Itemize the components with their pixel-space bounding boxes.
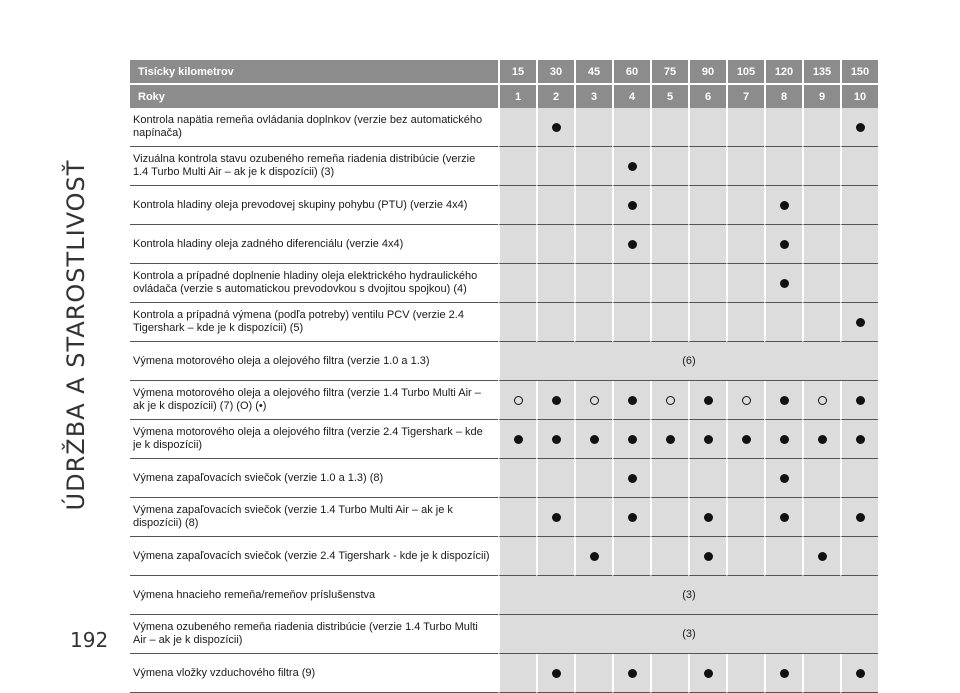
filled-dot-icon	[780, 513, 789, 522]
schedule-cell	[612, 654, 650, 693]
row-label: Výmena zapaľovacích sviečok (verzie 2.4 Tigershark - kde je k dispozícii)	[130, 537, 498, 576]
filled-dot-icon	[590, 435, 599, 444]
schedule-cell	[650, 147, 688, 186]
schedule-cell	[726, 381, 764, 420]
schedule-cell	[840, 420, 878, 459]
schedule-cell	[574, 498, 612, 537]
filled-dot-icon	[628, 435, 637, 444]
schedule-cell	[612, 537, 650, 576]
filled-dot-icon	[628, 240, 637, 249]
header-km-value: 30	[536, 60, 574, 85]
table-row	[130, 381, 878, 420]
schedule-cell	[612, 186, 650, 225]
filled-dot-icon	[704, 669, 713, 678]
header-years-label: Roky	[130, 85, 498, 108]
filled-dot-icon	[628, 474, 637, 483]
schedule-cell	[802, 303, 840, 342]
schedule-cell	[650, 225, 688, 264]
schedule-cell	[536, 654, 574, 693]
schedule-cell	[574, 303, 612, 342]
header-year-value: 6	[688, 85, 726, 108]
schedule-cell	[688, 225, 726, 264]
row-label: Kontrola hladiny oleja zadného diferenciálu (verzie 4x4)	[130, 225, 498, 264]
schedule-cell	[498, 225, 536, 264]
filled-dot-icon	[552, 669, 561, 678]
hollow-circle-icon	[818, 396, 827, 405]
schedule-cell	[802, 537, 840, 576]
filled-dot-icon	[552, 396, 561, 405]
header-km-value: 105	[726, 60, 764, 85]
filled-dot-icon	[780, 669, 789, 678]
header-km-value: 60	[612, 60, 650, 85]
schedule-cell	[840, 147, 878, 186]
schedule-cell	[612, 498, 650, 537]
table-row	[130, 615, 878, 654]
header-km-value: 150	[840, 60, 878, 85]
schedule-cell	[840, 498, 878, 537]
schedule-cell	[764, 654, 802, 693]
schedule-cell	[574, 264, 612, 303]
schedule-cell	[764, 420, 802, 459]
row-label: Výmena motorového oleja a olejového filtra (verzie 1.0 a 1.3)	[130, 342, 498, 381]
filled-dot-icon	[856, 513, 865, 522]
schedule-cell	[764, 537, 802, 576]
schedule-cell	[498, 537, 536, 576]
filled-dot-icon	[742, 435, 751, 444]
filled-dot-icon	[628, 162, 637, 171]
schedule-cell	[612, 459, 650, 498]
row-label: Výmena vložky vzduchového filtra (9)	[130, 654, 498, 693]
filled-dot-icon	[628, 201, 637, 210]
schedule-cell	[574, 654, 612, 693]
schedule-cell	[574, 147, 612, 186]
schedule-cell	[650, 420, 688, 459]
table-row	[130, 576, 878, 615]
schedule-cell	[498, 420, 536, 459]
table-row	[130, 108, 878, 147]
schedule-cell	[764, 264, 802, 303]
filled-dot-icon	[856, 318, 865, 327]
span-note: (3)	[498, 615, 878, 654]
filled-dot-icon	[780, 240, 789, 249]
schedule-cell	[650, 537, 688, 576]
filled-dot-icon	[780, 435, 789, 444]
schedule-cell	[726, 654, 764, 693]
schedule-cell	[650, 264, 688, 303]
schedule-cell	[574, 537, 612, 576]
filled-dot-icon	[780, 201, 789, 210]
header-year-value: 4	[612, 85, 650, 108]
schedule-cell	[688, 381, 726, 420]
schedule-cell	[574, 186, 612, 225]
schedule-cell	[840, 186, 878, 225]
schedule-cell	[574, 225, 612, 264]
header-km-label: Tisícky kilometrov	[130, 60, 498, 85]
schedule-cell	[612, 108, 650, 147]
schedule-cell	[650, 654, 688, 693]
schedule-cell	[498, 108, 536, 147]
schedule-cell	[574, 108, 612, 147]
schedule-cell	[536, 420, 574, 459]
schedule-cell	[650, 498, 688, 537]
header-year-value: 2	[536, 85, 574, 108]
schedule-cell	[536, 225, 574, 264]
row-label: Kontrola hladiny oleja prevodovej skupiny pohybu (PTU) (verzie 4x4)	[130, 186, 498, 225]
schedule-cell	[650, 381, 688, 420]
filled-dot-icon	[856, 669, 865, 678]
schedule-cell	[498, 147, 536, 186]
filled-dot-icon	[856, 123, 865, 132]
filled-dot-icon	[704, 396, 713, 405]
page-number: 192	[70, 628, 109, 652]
span-note: (6)	[498, 342, 878, 381]
filled-dot-icon	[818, 552, 827, 561]
schedule-cell	[650, 303, 688, 342]
schedule-cell	[612, 225, 650, 264]
schedule-cell	[764, 381, 802, 420]
schedule-cell	[764, 108, 802, 147]
schedule-cell	[574, 381, 612, 420]
row-label: Kontrola a prípadná výmena (podľa potreby) ventilu PCV (verzie 2.4 Tigershark – kde je k dispozícii) (5)	[130, 303, 498, 342]
filled-dot-icon	[704, 552, 713, 561]
header-km-value: 90	[688, 60, 726, 85]
schedule-cell	[764, 498, 802, 537]
schedule-cell	[840, 459, 878, 498]
schedule-cell	[726, 225, 764, 264]
table-row	[130, 264, 878, 303]
filled-dot-icon	[628, 396, 637, 405]
schedule-cell	[726, 420, 764, 459]
schedule-cell	[536, 537, 574, 576]
schedule-cell	[802, 225, 840, 264]
header-km-value: 135	[802, 60, 840, 85]
table-row	[130, 537, 878, 576]
row-label: Výmena motorového oleja a olejového filtra (verzie 2.4 Tigershark – kde je k dispozícii)	[130, 420, 498, 459]
schedule-cell	[764, 459, 802, 498]
schedule-cell	[688, 420, 726, 459]
filled-dot-icon	[628, 669, 637, 678]
header-year-value: 1	[498, 85, 536, 108]
table-row	[130, 186, 878, 225]
schedule-cell	[688, 147, 726, 186]
schedule-cell	[802, 147, 840, 186]
schedule-cell	[536, 108, 574, 147]
schedule-cell	[840, 303, 878, 342]
schedule-cell	[726, 537, 764, 576]
schedule-cell	[840, 225, 878, 264]
filled-dot-icon	[552, 435, 561, 444]
schedule-cell	[574, 420, 612, 459]
filled-dot-icon	[780, 396, 789, 405]
schedule-cell	[802, 381, 840, 420]
schedule-cell	[802, 459, 840, 498]
row-label: Výmena hnacieho remeňa/remeňov príslušenstva	[130, 576, 498, 615]
schedule-cell	[612, 420, 650, 459]
schedule-cell	[726, 147, 764, 186]
schedule-cell	[688, 108, 726, 147]
schedule-cell	[498, 186, 536, 225]
header-year-value: 5	[650, 85, 688, 108]
schedule-cell	[536, 264, 574, 303]
schedule-cell	[802, 108, 840, 147]
schedule-cell	[536, 498, 574, 537]
schedule-cell	[650, 186, 688, 225]
schedule-cell	[536, 147, 574, 186]
schedule-cell	[498, 381, 536, 420]
table-row	[130, 420, 878, 459]
hollow-circle-icon	[742, 396, 751, 405]
schedule-cell	[536, 186, 574, 225]
schedule-cell	[650, 108, 688, 147]
row-label: Kontrola a prípadné doplnenie hladiny oleja elektrického hydraulického ovládača (verzie s automatickou prevodovkou s dvojitou spojkou) (4)	[130, 264, 498, 303]
schedule-cell	[802, 420, 840, 459]
hollow-circle-icon	[590, 396, 599, 405]
filled-dot-icon	[552, 123, 561, 132]
header-km-value: 45	[574, 60, 612, 85]
schedule-cell	[764, 147, 802, 186]
schedule-cell	[840, 264, 878, 303]
schedule-cell	[650, 459, 688, 498]
header-km-value: 75	[650, 60, 688, 85]
header-km-value: 120	[764, 60, 802, 85]
schedule-cell	[612, 264, 650, 303]
schedule-cell	[536, 303, 574, 342]
schedule-cell	[688, 186, 726, 225]
filled-dot-icon	[628, 513, 637, 522]
schedule-cell	[764, 225, 802, 264]
row-label: Výmena ozubeného remeňa riadenia distribúcie (verzie 1.4 Turbo Multi Air – ak je k dispozícii)	[130, 615, 498, 654]
filled-dot-icon	[666, 435, 675, 444]
row-label: Výmena motorového oleja a olejového filtra (verzie 1.4 Turbo Multi Air – ak je k dispozícii) (7) (O) (•)	[130, 381, 498, 420]
filled-dot-icon	[856, 435, 865, 444]
hollow-circle-icon	[666, 396, 675, 405]
table-row	[130, 342, 878, 381]
schedule-cell	[536, 459, 574, 498]
schedule-cell	[498, 459, 536, 498]
schedule-cell	[840, 381, 878, 420]
header-year-value: 8	[764, 85, 802, 108]
row-label: Kontrola napätia remeňa ovládania doplnkov (verzie bez automatického napínača)	[130, 108, 498, 147]
schedule-cell	[726, 186, 764, 225]
filled-dot-icon	[514, 435, 523, 444]
table-row	[130, 225, 878, 264]
filled-dot-icon	[856, 396, 865, 405]
schedule-cell	[726, 459, 764, 498]
schedule-cell	[688, 303, 726, 342]
filled-dot-icon	[780, 474, 789, 483]
schedule-cell	[764, 186, 802, 225]
section-title: ÚDRŽBA A STAROSTLIVOSŤ	[62, 159, 90, 511]
row-label: Vizuálna kontrola stavu ozubeného remeňa riadenia distribúcie (verzie 1.4 Turbo Multi Air – ak je k dispozícii) (3)	[130, 147, 498, 186]
table-row	[130, 654, 878, 693]
filled-dot-icon	[780, 279, 789, 288]
filled-dot-icon	[552, 513, 561, 522]
schedule-cell	[498, 264, 536, 303]
filled-dot-icon	[818, 435, 827, 444]
schedule-cell	[802, 654, 840, 693]
schedule-cell	[498, 498, 536, 537]
schedule-cell	[764, 303, 802, 342]
schedule-cell	[726, 303, 764, 342]
schedule-cell	[688, 537, 726, 576]
table-row	[130, 459, 878, 498]
schedule-cell	[688, 498, 726, 537]
filled-dot-icon	[704, 435, 713, 444]
schedule-cell	[688, 264, 726, 303]
filled-dot-icon	[590, 552, 599, 561]
filled-dot-icon	[704, 513, 713, 522]
schedule-cell	[802, 264, 840, 303]
schedule-cell	[612, 303, 650, 342]
table-row	[130, 303, 878, 342]
schedule-cell	[688, 654, 726, 693]
header-year-value: 9	[802, 85, 840, 108]
row-label: Výmena zapaľovacích sviečok (verzie 1.4 Turbo Multi Air – ak je k dispozícii) (8)	[130, 498, 498, 537]
schedule-cell	[802, 498, 840, 537]
schedule-cell	[840, 537, 878, 576]
schedule-cell	[840, 108, 878, 147]
schedule-cell	[612, 147, 650, 186]
row-label: Výmena zapaľovacích sviečok (verzie 1.0 a 1.3) (8)	[130, 459, 498, 498]
schedule-cell	[840, 654, 878, 693]
header-km-value: 15	[498, 60, 536, 85]
header-row-km	[130, 60, 878, 85]
schedule-body	[130, 108, 878, 693]
table-row	[130, 498, 878, 537]
table-row	[130, 147, 878, 186]
header-year-value: 7	[726, 85, 764, 108]
schedule-cell	[726, 264, 764, 303]
schedule-cell	[726, 498, 764, 537]
hollow-circle-icon	[514, 396, 523, 405]
schedule-cell	[574, 459, 612, 498]
header-year-value: 10	[840, 85, 878, 108]
schedule-cell	[498, 654, 536, 693]
schedule-cell	[498, 303, 536, 342]
span-note: (3)	[498, 576, 878, 615]
schedule-cell	[536, 381, 574, 420]
maintenance-schedule-table	[130, 60, 878, 693]
schedule-cell	[612, 381, 650, 420]
header-row-years	[130, 85, 878, 108]
header-year-value: 3	[574, 85, 612, 108]
schedule-cell	[688, 459, 726, 498]
schedule-cell	[726, 108, 764, 147]
schedule-cell	[802, 186, 840, 225]
